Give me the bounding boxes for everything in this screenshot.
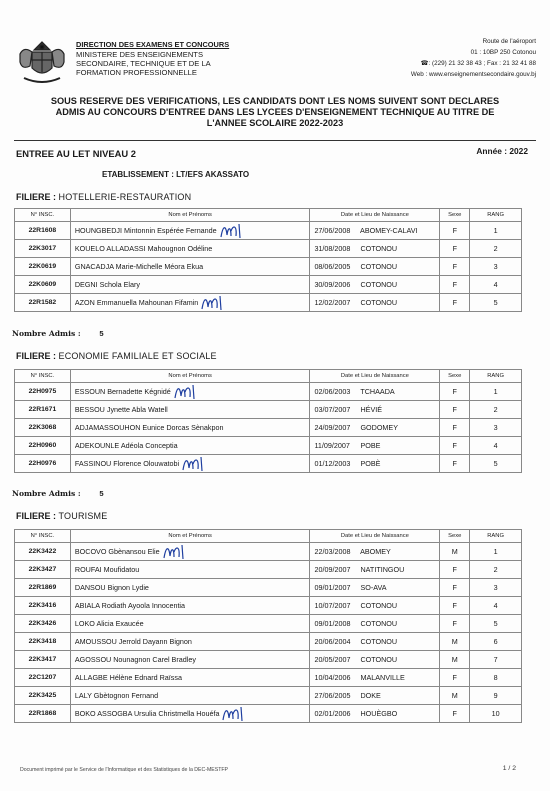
- sexe-cell: F: [440, 401, 470, 419]
- birth-cell: [310, 276, 440, 294]
- filiere-name: HOTELLERIE-RESTAURATION: [58, 192, 192, 202]
- birth-cell: [310, 579, 440, 597]
- birth-place: GODOMEY: [360, 423, 398, 432]
- birth-place: COTONOU: [360, 262, 398, 271]
- birth-place: COTONOU: [360, 298, 398, 307]
- candidate-name: LALY Gbètognon Fernand: [74, 691, 159, 700]
- filiere-heading: [16, 511, 107, 521]
- insc-number: 22R1608: [15, 222, 71, 240]
- rank-cell: 2: [470, 240, 522, 258]
- candidate-name-cell: [70, 258, 310, 276]
- candidate-name: ALLAGBE Hélène Ednard Raïssa: [74, 673, 182, 682]
- filiere-name: ECONOMIE FAMILIALE ET SOCIALE: [58, 351, 217, 361]
- birth-cell: [310, 455, 440, 473]
- birth-place: POBE: [360, 441, 381, 450]
- birth-cell: [310, 669, 440, 687]
- signature-icon: [221, 706, 245, 722]
- signature-icon: [200, 295, 224, 311]
- table-row: [15, 419, 522, 437]
- birth-date: 12/02/2007: [314, 298, 351, 307]
- department-name: DIRECTION DES EXAMENS ET CONCOURS: [76, 40, 230, 49]
- sexe-cell: F: [440, 615, 470, 633]
- rank-cell: 5: [470, 615, 522, 633]
- birth-date: 10/04/2006: [314, 673, 351, 682]
- rank-cell: 4: [470, 437, 522, 455]
- col-header-rang: RANG: [470, 530, 522, 543]
- contact-line: ☎: (229) 21 32 38 43 ; Fax : 21 32 41 88: [420, 60, 536, 67]
- birth-date: 24/09/2007: [314, 423, 351, 432]
- table-row: [15, 455, 522, 473]
- insc-number: 22K3425: [15, 687, 71, 705]
- sexe-cell: F: [440, 258, 470, 276]
- col-header-name: Nom et Prénoms: [70, 209, 310, 222]
- table-row: [15, 669, 522, 687]
- rank-cell: 7: [470, 651, 522, 669]
- col-header-insc: N° INSC.: [15, 209, 71, 222]
- insc-number: 22H0975: [15, 383, 71, 401]
- insc-number: 22R1869: [15, 579, 71, 597]
- candidate-name: LOKO Alicia Exaucée: [74, 619, 144, 628]
- rank-cell: 5: [470, 294, 522, 312]
- birth-cell: [310, 561, 440, 579]
- col-header-insc: N° INSC.: [15, 530, 71, 543]
- page-number: 1 / 2: [502, 765, 516, 772]
- candidate-name: AMOUSSOU Jerrold Dayann Bignon: [74, 637, 192, 646]
- birth-date: 30/09/2006: [314, 280, 351, 289]
- table-row: [15, 276, 522, 294]
- insc-number: 22R1582: [15, 294, 71, 312]
- divider: [14, 140, 536, 141]
- rank-cell: 1: [470, 543, 522, 561]
- footer-note: Document imprimé par le Service de l'Informatique et des Statistiques de la DEC-MESTFP: [20, 767, 228, 773]
- results-table: [14, 529, 522, 723]
- candidate-name-cell: [70, 276, 310, 294]
- candidate-name: ESSOUN Bernadette Kégnidé: [74, 386, 171, 396]
- birth-place: MALANVILLE: [360, 673, 405, 682]
- candidate-name-cell: [70, 579, 310, 597]
- birth-place: POBÈ: [360, 459, 381, 468]
- table-row: [15, 651, 522, 669]
- rank-cell: 4: [470, 597, 522, 615]
- table-header-row: [15, 530, 522, 543]
- candidate-name: ADEKOUNLE Adéola Conceptia: [74, 441, 178, 450]
- candidate-name-cell: [70, 651, 310, 669]
- establishment-name: ETABLISSEMENT : LT/EFS AKASSATO: [102, 170, 250, 179]
- admitted-count-value: 5: [99, 489, 104, 498]
- contact-line: 01 : 10BP 250 Cotonou: [470, 49, 536, 56]
- birth-cell: [310, 437, 440, 455]
- candidate-name-cell: [70, 222, 310, 240]
- birth-cell: [310, 383, 440, 401]
- filiere-name: TOURISME: [58, 511, 108, 521]
- candidate-name: AZON Emmanuella Mahounan Fifamin: [74, 297, 199, 307]
- contact-line: Route de l'aéroport: [482, 38, 536, 45]
- table-row: [15, 437, 522, 455]
- col-header-birth: Date et Lieu de Naissance: [310, 209, 440, 222]
- sexe-cell: F: [440, 419, 470, 437]
- col-header-sexe: Sexe: [440, 530, 470, 543]
- birth-place: ABOMEY: [360, 547, 391, 556]
- table-row: [15, 258, 522, 276]
- table-row: [15, 383, 522, 401]
- birth-place: COTONOU: [360, 244, 398, 253]
- table-row: [15, 615, 522, 633]
- insc-number: 22K3068: [15, 419, 71, 437]
- candidate-name-cell: [70, 383, 310, 401]
- admitted-count-label: Nombre Admis :: [12, 489, 81, 498]
- sexe-cell: F: [440, 437, 470, 455]
- insc-number: 22K3416: [15, 597, 71, 615]
- sexe-cell: F: [440, 705, 470, 723]
- candidate-name: HOUNGBEDJI Mintonnin Espérée Fernande: [74, 225, 217, 235]
- birth-date: 20/06/2004: [314, 637, 351, 646]
- candidate-name-cell: [70, 597, 310, 615]
- filiere-label: FILIERE :: [16, 351, 56, 361]
- signature-icon: [173, 384, 197, 400]
- candidate-name-cell: [70, 669, 310, 687]
- admitted-count: [12, 489, 104, 498]
- birth-place: HOUÈGBO: [360, 709, 398, 718]
- birth-place: COTONOU: [360, 601, 398, 610]
- ministry-line: SECONDAIRE, TECHNIQUE ET DE LA: [76, 59, 211, 68]
- rank-cell: 1: [470, 383, 522, 401]
- insc-number: 22K0619: [15, 258, 71, 276]
- results-table: [14, 208, 522, 312]
- candidate-name: DANSOU Bignon Lydie: [74, 583, 149, 592]
- birth-cell: [310, 294, 440, 312]
- birth-place: SO-AVA: [360, 583, 387, 592]
- ministry-block: [76, 40, 266, 77]
- contact-block: [346, 36, 536, 80]
- birth-cell: [310, 240, 440, 258]
- announcement-line: L'ANNEE SCOLAIRE 2022-2023: [206, 118, 344, 128]
- rank-cell: 4: [470, 276, 522, 294]
- filiere-heading: [16, 192, 191, 202]
- col-header-birth: Date et Lieu de Naissance: [310, 530, 440, 543]
- rank-cell: 6: [470, 633, 522, 651]
- rank-cell: 1: [470, 222, 522, 240]
- rank-cell: 2: [470, 561, 522, 579]
- table-header-row: [15, 370, 522, 383]
- col-header-rang: RANG: [470, 370, 522, 383]
- birth-place: DOKE: [360, 691, 381, 700]
- filiere-heading: [16, 351, 217, 361]
- birth-place: COTONOU: [360, 619, 398, 628]
- insc-number: 22K3427: [15, 561, 71, 579]
- ministry-line: FORMATION PROFESSIONNELLE: [76, 68, 197, 77]
- sexe-cell: F: [440, 597, 470, 615]
- filiere-label: FILIERE :: [16, 192, 56, 202]
- sexe-cell: M: [440, 633, 470, 651]
- sexe-cell: F: [440, 222, 470, 240]
- birth-date: 09/01/2007: [314, 583, 351, 592]
- candidate-name-cell: [70, 615, 310, 633]
- candidate-name-cell: [70, 401, 310, 419]
- birth-date: 11/09/2007: [314, 441, 350, 450]
- admitted-count: [12, 329, 104, 338]
- insc-number: 22K3426: [15, 615, 71, 633]
- birth-date: 27/06/2005: [314, 691, 351, 700]
- birth-cell: [310, 222, 440, 240]
- candidate-name-cell: [70, 294, 310, 312]
- col-header-sexe: Sexe: [440, 370, 470, 383]
- admitted-count-label: Nombre Admis :: [12, 329, 81, 338]
- birth-cell: [310, 705, 440, 723]
- birth-place: HÉVIÉ: [360, 405, 383, 414]
- rank-cell: 9: [470, 687, 522, 705]
- candidate-name-cell: [70, 561, 310, 579]
- table-row: [15, 687, 522, 705]
- birth-date: 01/12/2003: [314, 459, 351, 468]
- birth-place: TCHAADA: [360, 387, 395, 396]
- level-title: ENTREE AU LET NIVEAU 2: [16, 148, 136, 159]
- candidate-name: BOKO ASSOGBA Ursulia Christmella Houéfa: [74, 708, 220, 718]
- birth-place: COTONOU: [360, 280, 398, 289]
- sexe-cell: F: [440, 240, 470, 258]
- birth-cell: [310, 401, 440, 419]
- rank-cell: 10: [470, 705, 522, 723]
- announcement-line: SOUS RESERVE DES VERIFICATIONS, LES CANDIDATS DONT LES NOMS SUIVENT SONT DECLARES: [50, 96, 500, 106]
- rank-cell: 2: [470, 401, 522, 419]
- sexe-cell: F: [440, 669, 470, 687]
- results-table: [14, 369, 522, 473]
- ministry-line: MINISTERE DES ENSEIGNEMENTS: [76, 50, 204, 59]
- birth-date: 31/08/2008: [314, 244, 351, 253]
- announcement: [20, 96, 530, 129]
- table-row: [15, 222, 522, 240]
- candidate-name-cell: [70, 455, 310, 473]
- birth-date: 09/01/2008: [314, 619, 351, 628]
- birth-cell: [310, 543, 440, 561]
- candidate-name-cell: [70, 705, 310, 723]
- admitted-count-value: 5: [99, 329, 104, 338]
- table-row: [15, 543, 522, 561]
- candidate-name: ADJAMASSOUHON Eunice Dorcas Sènakpon: [74, 423, 224, 432]
- birth-cell: [310, 419, 440, 437]
- rank-cell: 3: [470, 419, 522, 437]
- table-row: [15, 294, 522, 312]
- sexe-cell: F: [440, 276, 470, 294]
- insc-number: 22R1671: [15, 401, 71, 419]
- table-row: [15, 401, 522, 419]
- signature-icon: [181, 456, 205, 472]
- signature-icon: [162, 544, 186, 560]
- insc-number: 22K3017: [15, 240, 71, 258]
- table-row: [15, 705, 522, 723]
- contact-line: Web : www.enseignementsecondaire.gouv.bj: [410, 71, 536, 78]
- col-header-name: Nom et Prénoms: [70, 530, 310, 543]
- birth-date: 03/07/2007: [314, 405, 351, 414]
- birth-place: ABOMEY-CALAVI: [360, 226, 418, 235]
- candidate-name: BESSOU Jynette Abla Watell: [74, 405, 168, 414]
- candidate-name: FASSINOU Florence Olouwatobi: [74, 458, 180, 468]
- announcement-line: ADMIS AU CONCOURS D'ENTREE DANS LES LYCEES D'ENSEIGNEMENT TECHNIQUE AU TITRE DE: [55, 107, 495, 117]
- candidate-name-cell: [70, 419, 310, 437]
- sexe-cell: F: [440, 579, 470, 597]
- candidate-name-cell: [70, 543, 310, 561]
- birth-date: 08/06/2005: [314, 262, 351, 271]
- candidate-name-cell: [70, 240, 310, 258]
- birth-cell: [310, 597, 440, 615]
- rank-cell: 5: [470, 455, 522, 473]
- birth-place: NATITINGOU: [360, 565, 405, 574]
- col-header-birth: Date et Lieu de Naissance: [310, 370, 440, 383]
- birth-cell: [310, 687, 440, 705]
- sexe-cell: F: [440, 561, 470, 579]
- document-header: [14, 36, 536, 94]
- candidate-name: GNACADJA Marie-Michelle Méora Ekua: [74, 262, 204, 271]
- birth-cell: [310, 258, 440, 276]
- birth-place: COTONOU: [360, 655, 398, 664]
- col-header-rang: RANG: [470, 209, 522, 222]
- candidate-name-cell: [70, 687, 310, 705]
- insc-number: 22K3422: [15, 543, 71, 561]
- coat-of-arms-icon: [14, 38, 70, 86]
- insc-number: 22K0609: [15, 276, 71, 294]
- sexe-cell: M: [440, 543, 470, 561]
- birth-cell: [310, 651, 440, 669]
- sexe-cell: F: [440, 294, 470, 312]
- birth-date: 10/07/2007: [314, 601, 351, 610]
- sexe-cell: F: [440, 383, 470, 401]
- birth-date: 02/06/2003: [314, 387, 351, 396]
- birth-date: 20/05/2007: [314, 655, 351, 664]
- insc-number: 22C1207: [15, 669, 71, 687]
- candidate-name: ROUFAI Moufidatou: [74, 565, 140, 574]
- col-header-insc: N° INSC.: [15, 370, 71, 383]
- birth-date: 02/01/2006: [314, 709, 351, 718]
- candidate-name: DEGNI Schola Elary: [74, 280, 140, 289]
- birth-cell: [310, 633, 440, 651]
- candidate-name-cell: [70, 633, 310, 651]
- sexe-cell: M: [440, 687, 470, 705]
- col-header-sexe: Sexe: [440, 209, 470, 222]
- table-row: [15, 597, 522, 615]
- table-row: [15, 633, 522, 651]
- sexe-cell: M: [440, 651, 470, 669]
- table-row: [15, 579, 522, 597]
- insc-number: 22R1868: [15, 705, 71, 723]
- table-header-row: [15, 209, 522, 222]
- insc-number: 22H0976: [15, 455, 71, 473]
- filiere-label: FILIERE :: [16, 511, 56, 521]
- table-row: [15, 561, 522, 579]
- candidate-name: AGOSSOU Nounagnon Carel Bradley: [74, 655, 196, 664]
- candidate-name: KOUELO ALLADASSI Mahougnon Odéline: [74, 244, 213, 253]
- sexe-cell: F: [440, 455, 470, 473]
- table-row: [15, 240, 522, 258]
- rank-cell: 8: [470, 669, 522, 687]
- birth-date: 22/03/2008: [314, 547, 351, 556]
- rank-cell: 3: [470, 579, 522, 597]
- insc-number: 22K3418: [15, 633, 71, 651]
- candidate-name: BOCOVO Gbènansou Elie: [74, 546, 160, 556]
- candidate-name-cell: [70, 437, 310, 455]
- insc-number: 22H0960: [15, 437, 71, 455]
- insc-number: 22K3417: [15, 651, 71, 669]
- candidate-name: ABIALA Rodiath Ayoola Innocentia: [74, 601, 186, 610]
- col-header-name: Nom et Prénoms: [70, 370, 310, 383]
- birth-place: COTONOU: [360, 637, 398, 646]
- rank-cell: 3: [470, 258, 522, 276]
- school-year: Année : 2022: [476, 146, 528, 156]
- birth-date: 20/09/2007: [314, 565, 351, 574]
- signature-icon: [219, 223, 243, 239]
- birth-date: 27/06/2008: [314, 226, 351, 235]
- birth-cell: [310, 615, 440, 633]
